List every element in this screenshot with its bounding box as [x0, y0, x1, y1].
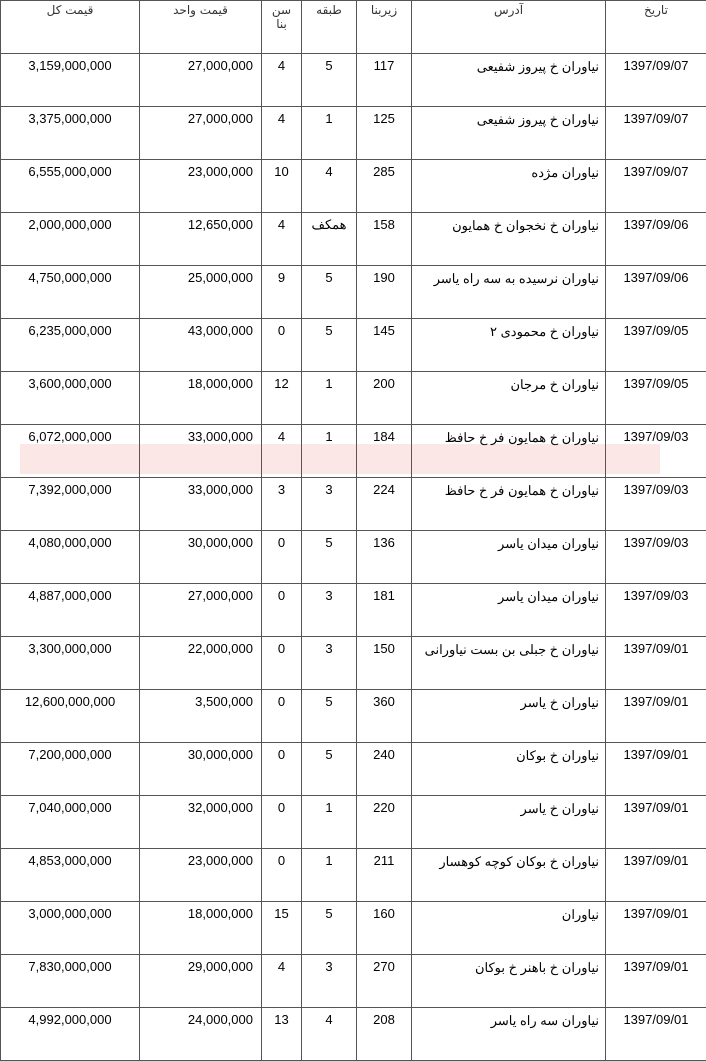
cell-date: 1397/09/01 — [606, 796, 706, 849]
cell-unit-price: 30,000,000 — [140, 531, 262, 584]
cell-date: 1397/09/01 — [606, 690, 706, 743]
cell-date: 1397/09/03 — [606, 425, 706, 478]
cell-age: 10 — [262, 160, 302, 213]
cell-floor: 3 — [302, 478, 357, 531]
cell-age: 0 — [262, 849, 302, 902]
cell-address: نیاوران میدان یاسر — [412, 584, 606, 637]
cell-age: 0 — [262, 743, 302, 796]
cell-date: 1397/09/01 — [606, 955, 706, 1008]
cell-address: نیاوران خ نخجوان خ همایون — [412, 213, 606, 266]
table-row — [1, 478, 706, 531]
cell-total-price: 6,072,000,000 — [1, 425, 140, 478]
cell-age: 4 — [262, 54, 302, 107]
cell-area: 220 — [357, 796, 412, 849]
cell-total-price: 7,392,000,000 — [1, 478, 140, 531]
cell-floor: 1 — [302, 372, 357, 425]
header-unit-price: قیمت واحد — [140, 1, 262, 54]
cell-address: نیاوران خ مرجان — [412, 372, 606, 425]
cell-date: 1397/09/01 — [606, 1008, 706, 1061]
cell-area: 125 — [357, 107, 412, 160]
cell-area: 360 — [357, 690, 412, 743]
cell-unit-price: 12,650,000 — [140, 213, 262, 266]
cell-floor: 5 — [302, 319, 357, 372]
cell-floor: 3 — [302, 584, 357, 637]
cell-area: 117 — [357, 54, 412, 107]
table-row — [1, 425, 706, 478]
table-row — [1, 584, 706, 637]
table-row — [1, 690, 706, 743]
cell-unit-price: 18,000,000 — [140, 372, 262, 425]
cell-address: نیاوران خ همایون فر خ حافظ — [412, 478, 606, 531]
cell-floor: 3 — [302, 637, 357, 690]
cell-floor: همکف — [302, 213, 357, 266]
cell-area: 270 — [357, 955, 412, 1008]
cell-address: نیاوران خ یاسر — [412, 796, 606, 849]
cell-floor: 4 — [302, 160, 357, 213]
cell-age: 0 — [262, 531, 302, 584]
cell-area: 211 — [357, 849, 412, 902]
cell-address: نیاوران خ پیروز شفیعی — [412, 54, 606, 107]
header-floor: طبقه — [302, 1, 357, 54]
cell-unit-price: 25,000,000 — [140, 266, 262, 319]
cell-area: 184 — [357, 425, 412, 478]
cell-total-price: 2,000,000,000 — [1, 213, 140, 266]
cell-unit-price: 23,000,000 — [140, 849, 262, 902]
cell-date: 1397/09/01 — [606, 743, 706, 796]
cell-area: 150 — [357, 637, 412, 690]
cell-date: 1397/09/03 — [606, 531, 706, 584]
cell-floor: 3 — [302, 955, 357, 1008]
cell-total-price: 4,750,000,000 — [1, 266, 140, 319]
table-row — [1, 531, 706, 584]
cell-date: 1397/09/07 — [606, 54, 706, 107]
cell-total-price: 6,555,000,000 — [1, 160, 140, 213]
table-row — [1, 372, 706, 425]
cell-floor: 4 — [302, 1008, 357, 1061]
cell-address: نیاوران نرسیده به سه راه یاسر — [412, 266, 606, 319]
cell-floor: 5 — [302, 902, 357, 955]
cell-address: نیاوران میدان یاسر — [412, 531, 606, 584]
cell-floor: 1 — [302, 107, 357, 160]
cell-date: 1397/09/07 — [606, 107, 706, 160]
cell-date: 1397/09/05 — [606, 372, 706, 425]
cell-total-price: 3,600,000,000 — [1, 372, 140, 425]
cell-address: نیاوران سه راه یاسر — [412, 1008, 606, 1061]
cell-age: 12 — [262, 372, 302, 425]
cell-age: 0 — [262, 637, 302, 690]
cell-address: نیاوران خ بوکان کوچه کوهسار — [412, 849, 606, 902]
cell-age: 9 — [262, 266, 302, 319]
cell-address: نیاوران خ بوکان — [412, 743, 606, 796]
cell-floor: 5 — [302, 690, 357, 743]
cell-floor: 1 — [302, 796, 357, 849]
cell-age: 0 — [262, 690, 302, 743]
cell-date: 1397/09/06 — [606, 266, 706, 319]
cell-address: نیاوران خ همایون فر خ حافظ — [412, 425, 606, 478]
cell-age: 13 — [262, 1008, 302, 1061]
cell-address: نیاوران — [412, 902, 606, 955]
cell-age: 0 — [262, 796, 302, 849]
cell-area: 224 — [357, 478, 412, 531]
cell-area: 208 — [357, 1008, 412, 1061]
cell-area: 145 — [357, 319, 412, 372]
cell-age: 4 — [262, 955, 302, 1008]
cell-total-price: 4,080,000,000 — [1, 531, 140, 584]
cell-area: 190 — [357, 266, 412, 319]
header-area: زیربنا — [357, 1, 412, 54]
cell-address: نیاوران خ محمودی ۲ — [412, 319, 606, 372]
table-body — [1, 54, 706, 1061]
cell-address: نیاوران خ پیروز شفیعی — [412, 107, 606, 160]
cell-unit-price: 29,000,000 — [140, 955, 262, 1008]
cell-total-price: 4,992,000,000 — [1, 1008, 140, 1061]
cell-total-price: 7,040,000,000 — [1, 796, 140, 849]
cell-unit-price: 33,000,000 — [140, 425, 262, 478]
cell-date: 1397/09/05 — [606, 319, 706, 372]
table-row — [1, 743, 706, 796]
cell-total-price: 3,159,000,000 — [1, 54, 140, 107]
cell-date: 1397/09/03 — [606, 478, 706, 531]
table-row — [1, 266, 706, 319]
cell-date: 1397/09/03 — [606, 584, 706, 637]
cell-floor: 1 — [302, 849, 357, 902]
cell-date: 1397/09/01 — [606, 849, 706, 902]
cell-total-price: 12,600,000,000 — [1, 690, 140, 743]
cell-floor: 5 — [302, 743, 357, 796]
cell-age: 4 — [262, 213, 302, 266]
cell-age: 4 — [262, 425, 302, 478]
cell-area: 200 — [357, 372, 412, 425]
cell-unit-price: 32,000,000 — [140, 796, 262, 849]
cell-unit-price: 27,000,000 — [140, 54, 262, 107]
cell-area: 240 — [357, 743, 412, 796]
cell-area: 136 — [357, 531, 412, 584]
cell-area: 160 — [357, 902, 412, 955]
cell-unit-price: 27,000,000 — [140, 107, 262, 160]
table-row — [1, 902, 706, 955]
cell-unit-price: 43,000,000 — [140, 319, 262, 372]
cell-date: 1397/09/06 — [606, 213, 706, 266]
cell-total-price: 4,853,000,000 — [1, 849, 140, 902]
table-row — [1, 213, 706, 266]
cell-date: 1397/09/07 — [606, 160, 706, 213]
cell-age: 0 — [262, 584, 302, 637]
cell-total-price: 3,375,000,000 — [1, 107, 140, 160]
table-row — [1, 955, 706, 1008]
cell-age: 15 — [262, 902, 302, 955]
cell-date: 1397/09/01 — [606, 902, 706, 955]
cell-unit-price: 18,000,000 — [140, 902, 262, 955]
cell-floor: 5 — [302, 266, 357, 319]
cell-area: 158 — [357, 213, 412, 266]
header-date: تاریخ — [606, 1, 706, 54]
header-total-price: قیمت کل — [1, 1, 140, 54]
cell-unit-price: 27,000,000 — [140, 584, 262, 637]
cell-total-price: 3,300,000,000 — [1, 637, 140, 690]
cell-age: 3 — [262, 478, 302, 531]
cell-floor: 5 — [302, 531, 357, 584]
cell-area: 181 — [357, 584, 412, 637]
cell-floor: 1 — [302, 425, 357, 478]
cell-unit-price: 33,000,000 — [140, 478, 262, 531]
cell-total-price: 7,200,000,000 — [1, 743, 140, 796]
cell-total-price: 6,235,000,000 — [1, 319, 140, 372]
cell-total-price: 7,830,000,000 — [1, 955, 140, 1008]
cell-unit-price: 3,500,000 — [140, 690, 262, 743]
table-row — [1, 796, 706, 849]
cell-address: نیاوران خ باهنر خ بوکان — [412, 955, 606, 1008]
cell-total-price: 3,000,000,000 — [1, 902, 140, 955]
cell-address: نیاوران مژده — [412, 160, 606, 213]
header-age: سن بنا — [262, 1, 302, 54]
table-row — [1, 849, 706, 902]
header-row — [1, 1, 706, 54]
cell-age: 0 — [262, 319, 302, 372]
cell-unit-price: 24,000,000 — [140, 1008, 262, 1061]
table-row — [1, 107, 706, 160]
cell-address: نیاوران خ یاسر — [412, 690, 606, 743]
cell-floor: 5 — [302, 54, 357, 107]
header-address: آدرس — [412, 1, 606, 54]
cell-unit-price: 23,000,000 — [140, 160, 262, 213]
table-row — [1, 637, 706, 690]
cell-address: نیاوران خ جبلی بن بست نیاورانی — [412, 637, 606, 690]
cell-total-price: 4,887,000,000 — [1, 584, 140, 637]
cell-age: 4 — [262, 107, 302, 160]
table-row — [1, 319, 706, 372]
table-row — [1, 1008, 706, 1061]
cell-area: 285 — [357, 160, 412, 213]
cell-unit-price: 30,000,000 — [140, 743, 262, 796]
cell-date: 1397/09/01 — [606, 637, 706, 690]
cell-unit-price: 22,000,000 — [140, 637, 262, 690]
table-row — [1, 160, 706, 213]
table-row — [1, 54, 706, 107]
